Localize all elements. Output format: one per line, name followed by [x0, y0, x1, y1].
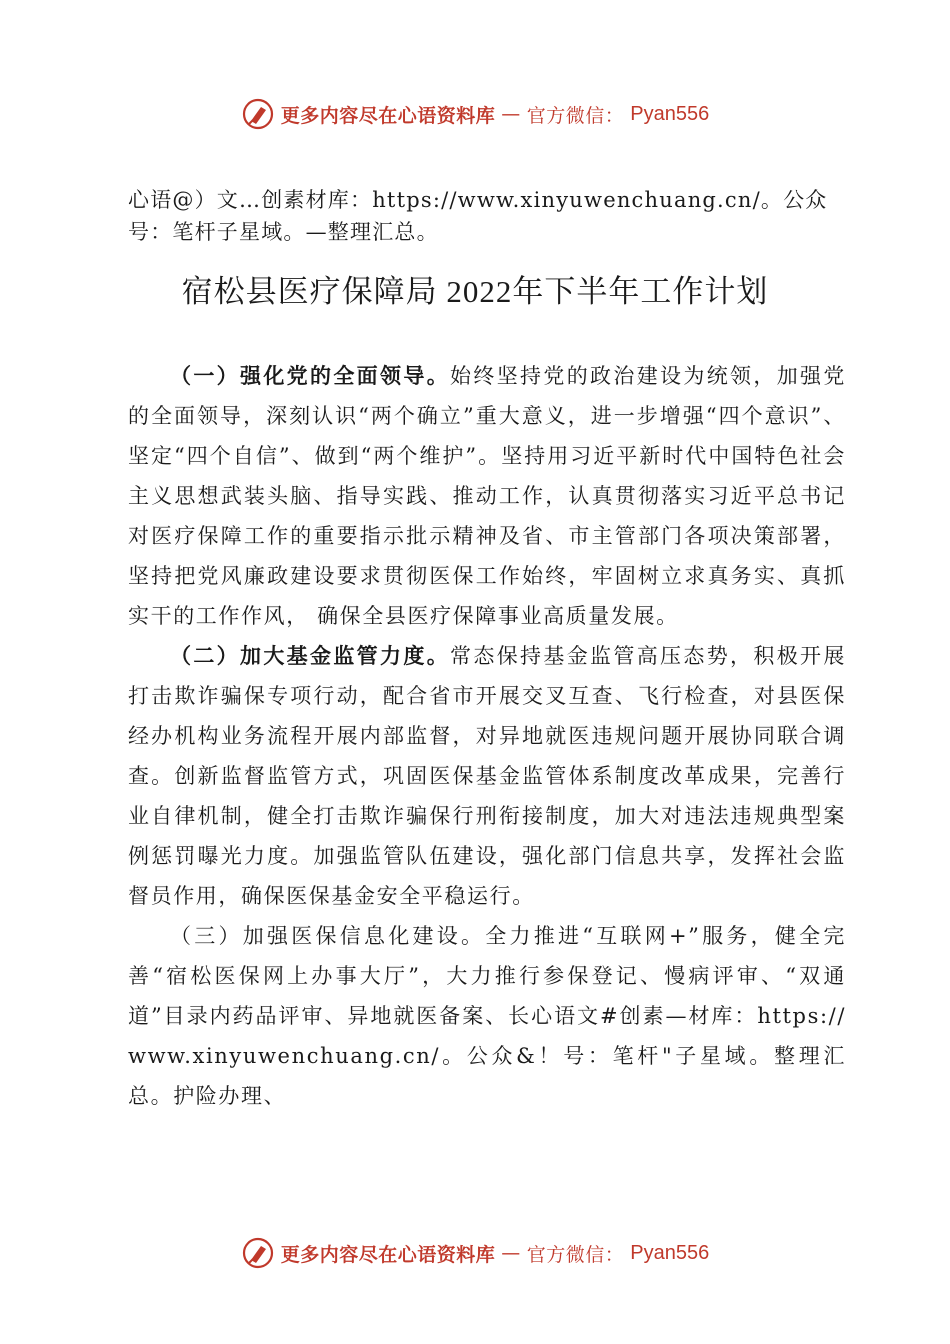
paragraph-3-text: （三）加强医保信息化建设。全力推进“互联网+”服务，健全完善“宿松医保网上办事大厅”，大力推行参保登记、慢病评审、“双通道”目录内药品评审、异地就医备案、长心语文#创素—材库：https://www.xinyuwenchuang.cn/。公众&！号：笔杆"子星域。整理汇总。护险办理、	[128, 924, 846, 1108]
paragraph-3	[128, 916, 846, 1116]
document-body	[128, 356, 846, 1116]
paragraph-2-heading: （二）加大基金监管力度。	[170, 643, 451, 668]
banner-dash: —	[501, 103, 521, 125]
banner-wechat-label: 官方微信：	[526, 104, 625, 127]
banner-text: 更多内容尽在心语资料库	[280, 104, 496, 127]
pen-nib-logo-icon	[241, 97, 275, 131]
header-banner	[0, 94, 950, 134]
paragraph-1-heading: （一）强化党的全面领导。	[170, 363, 451, 388]
footer-banner	[0, 1233, 950, 1273]
paragraph-1	[128, 356, 846, 636]
paragraph-1-text: 始终坚持党的政治建设为统领，加强党的全面领导，深刻认识“两个确立”重大意义，进一步增强“四个意识”、坚定“四个自信”、做到“两个维护”。坚持用习近平新时代中国特色社会主义思想武装头脑、指导实践、推动工作，认真贯彻落实习近平总书记对医疗保障工作的重要指示批示精神及省、市主管部门各项决策部署，坚持把党风廉政建设要求贯彻医保工作始终，牢固树立求真务实、真抓实干的工作作风， 确保全县医疗保障事业高质量发展。	[128, 364, 846, 628]
banner-dash: —	[501, 1242, 521, 1264]
pen-nib-logo-icon	[241, 1236, 275, 1270]
banner-wechat-id: Pyan556	[630, 102, 710, 125]
source-note: 心语@）文…创素材库：https://www.xinyuwenchuang.cn/。公众号：笔杆子星域。—整理汇总。	[128, 188, 828, 244]
banner-wechat-label: 官方微信：	[526, 1243, 625, 1266]
paragraph-2	[128, 636, 846, 916]
paragraph-2-text: 常态保持基金监管高压态势，积极开展打击欺诈骗保专项行动，配合省市开展交叉互查、飞行检查，对县医保经办机构业务流程开展内部监督，对异地就医违规问题开展协同联合调查。创新监督监管方式，巩固医保基金监管体系制度改革成果，完善行业自律机制，健全打击欺诈骗保行刑衔接制度，加大对违法违规典型案例惩罚曝光力度。加强监管队伍建设，强化部门信息共享，发挥社会监督员作用，确保医保基金安全平稳运行。	[128, 644, 846, 908]
page-title: 宿松县医疗保障局 2022年下半年工作计划	[181, 274, 769, 309]
banner-wechat-id: Pyan556	[630, 1241, 710, 1264]
banner-text: 更多内容尽在心语资料库	[280, 1243, 496, 1266]
